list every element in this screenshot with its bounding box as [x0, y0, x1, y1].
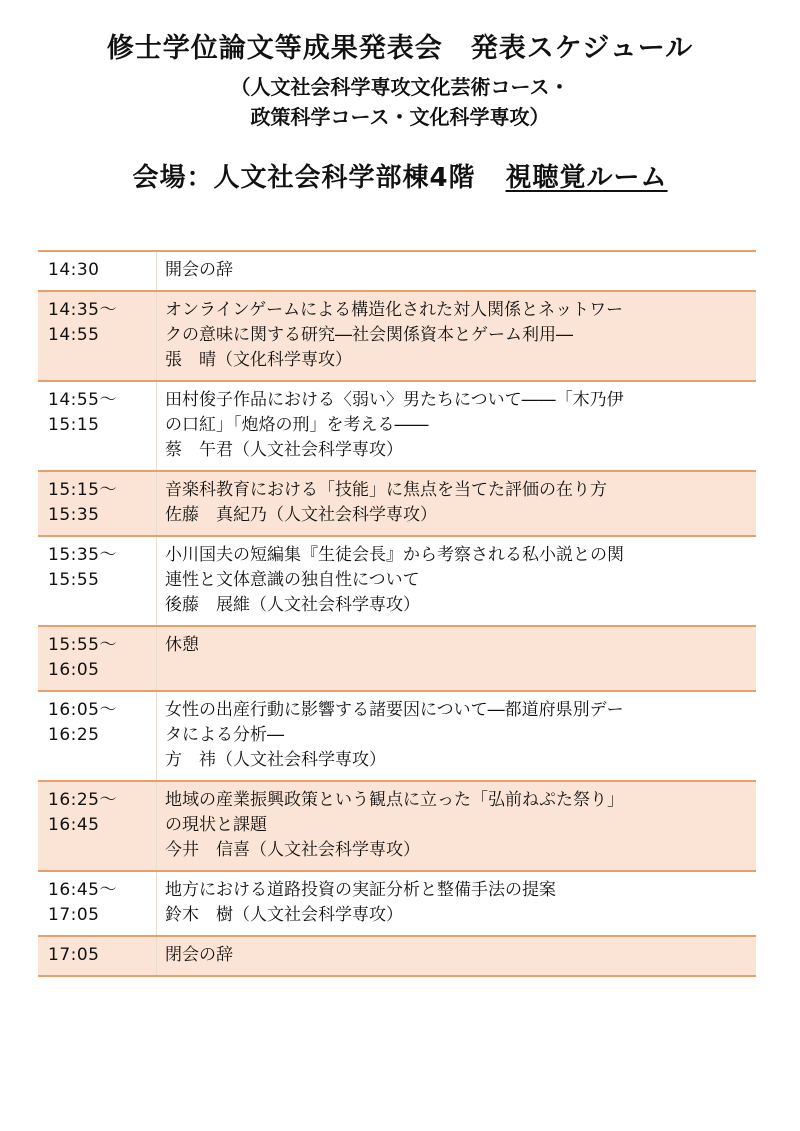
- description-line: 田村俊子作品における〈弱い〉男たちについて――「木乃伊: [165, 390, 624, 410]
- description-line: 方 祎（人文社会科学専攻）: [165, 750, 386, 770]
- description-line: 開会の辞: [165, 260, 233, 280]
- description-line: オンラインゲームによる構造化された対人関係とネットワー: [165, 300, 624, 320]
- description-line: 小川国夫の短編集『生徒会長』から考察される私小説との関: [165, 545, 624, 565]
- time-line: 16:25: [48, 725, 100, 745]
- schedule-row: [38, 781, 756, 871]
- schedule-description: [157, 691, 757, 781]
- schedule-time: [38, 381, 157, 471]
- description-line: 鈴木 樹（人文社会科学専攻）: [165, 905, 403, 925]
- schedule-description: [157, 871, 757, 936]
- subtitle-line-2: 政策科学コース・文化科学専攻）: [250, 105, 550, 129]
- description-line: 佐藤 真紀乃（人文社会科学専攻）: [165, 505, 437, 525]
- description-line: 張 晴（文化科学専攻）: [165, 350, 352, 370]
- description-line: 今井 信喜（人文社会科学専攻）: [165, 840, 420, 860]
- schedule-time: [38, 691, 157, 781]
- description-line: 音楽科教育における「技能」に焦点を当てた評価の在り方: [165, 480, 607, 500]
- schedule-row: [38, 871, 756, 936]
- schedule-row: [38, 936, 756, 976]
- schedule-description: [157, 381, 757, 471]
- schedule-description: [157, 536, 757, 626]
- venue-heading: [0, 160, 800, 196]
- time-line: 15:35: [48, 505, 100, 525]
- schedule-description: [157, 251, 757, 291]
- schedule-body: [38, 251, 756, 976]
- time-line: 16:45: [48, 815, 100, 835]
- description-line: 連性と文体意識の独自性について: [165, 570, 420, 590]
- schedule-description: [157, 291, 757, 381]
- schedule-time: [38, 251, 157, 291]
- time-line: 15:35～: [48, 545, 117, 565]
- time-line: 17:05: [48, 945, 100, 965]
- schedule-row: [38, 691, 756, 781]
- schedule-time: [38, 536, 157, 626]
- time-line: 15:15～: [48, 480, 117, 500]
- description-line: の口紅」「炮烙の刑」を考える――: [165, 415, 429, 435]
- schedule-description: [157, 471, 757, 536]
- description-line: 地方における道路投資の実証分析と整備手法の提案: [165, 880, 556, 900]
- description-line: 休憩: [165, 635, 199, 655]
- time-line: 15:55: [48, 570, 100, 590]
- schedule-time: [38, 471, 157, 536]
- time-line: 16:05～: [48, 700, 117, 720]
- page-subtitle: [0, 72, 800, 132]
- schedule-row: [38, 291, 756, 381]
- schedule-row: [38, 471, 756, 536]
- description-line: 地域の産業振興政策という観点に立った「弘前ねぷた祭り」: [165, 790, 624, 810]
- time-line: 15:55～: [48, 635, 117, 655]
- time-line: 17:05: [48, 905, 100, 925]
- time-line: 16:05: [48, 660, 100, 680]
- page-title: 修士学位論文等成果発表会 発表スケジュール: [106, 33, 694, 64]
- schedule-table: [38, 250, 756, 977]
- schedule-description: [157, 781, 757, 871]
- schedule-row: [38, 626, 756, 691]
- time-line: 14:35～: [48, 300, 117, 320]
- document-header: [0, 30, 800, 132]
- description-line: の現状と課題: [165, 815, 267, 835]
- description-line: タによる分析―: [165, 725, 284, 745]
- time-line: 14:55: [48, 325, 100, 345]
- schedule-time: [38, 871, 157, 936]
- venue-room: 視聴覚ルーム: [505, 163, 668, 193]
- time-line: 15:15: [48, 415, 100, 435]
- schedule-description: [157, 626, 757, 691]
- schedule-row: [38, 251, 756, 291]
- schedule-row: [38, 381, 756, 471]
- schedule-time: [38, 291, 157, 381]
- subtitle-line-1: （人文社会科学専攻文化芸術コース・: [230, 75, 570, 99]
- schedule-description: [157, 936, 757, 976]
- time-line: 16:25～: [48, 790, 117, 810]
- description-line: 閉会の辞: [165, 945, 233, 965]
- time-line: 14:30: [48, 260, 100, 280]
- schedule-time: [38, 626, 157, 691]
- schedule-time: [38, 936, 157, 976]
- description-line: 女性の出産行動に影響する諸要因について―都道府県別デー: [165, 700, 624, 720]
- time-line: 14:55～: [48, 390, 117, 410]
- schedule-time: [38, 781, 157, 871]
- description-line: クの意味に関する研究―社会関係資本とゲーム利用―: [165, 325, 573, 345]
- description-line: 後藤 展維（人文社会科学専攻）: [165, 595, 420, 615]
- description-line: 蔡 午君（人文社会科学専攻）: [165, 440, 403, 460]
- schedule-row: [38, 536, 756, 626]
- venue-label: 会場：人文社会科学部棟4階: [132, 163, 476, 193]
- time-line: 16:45～: [48, 880, 117, 900]
